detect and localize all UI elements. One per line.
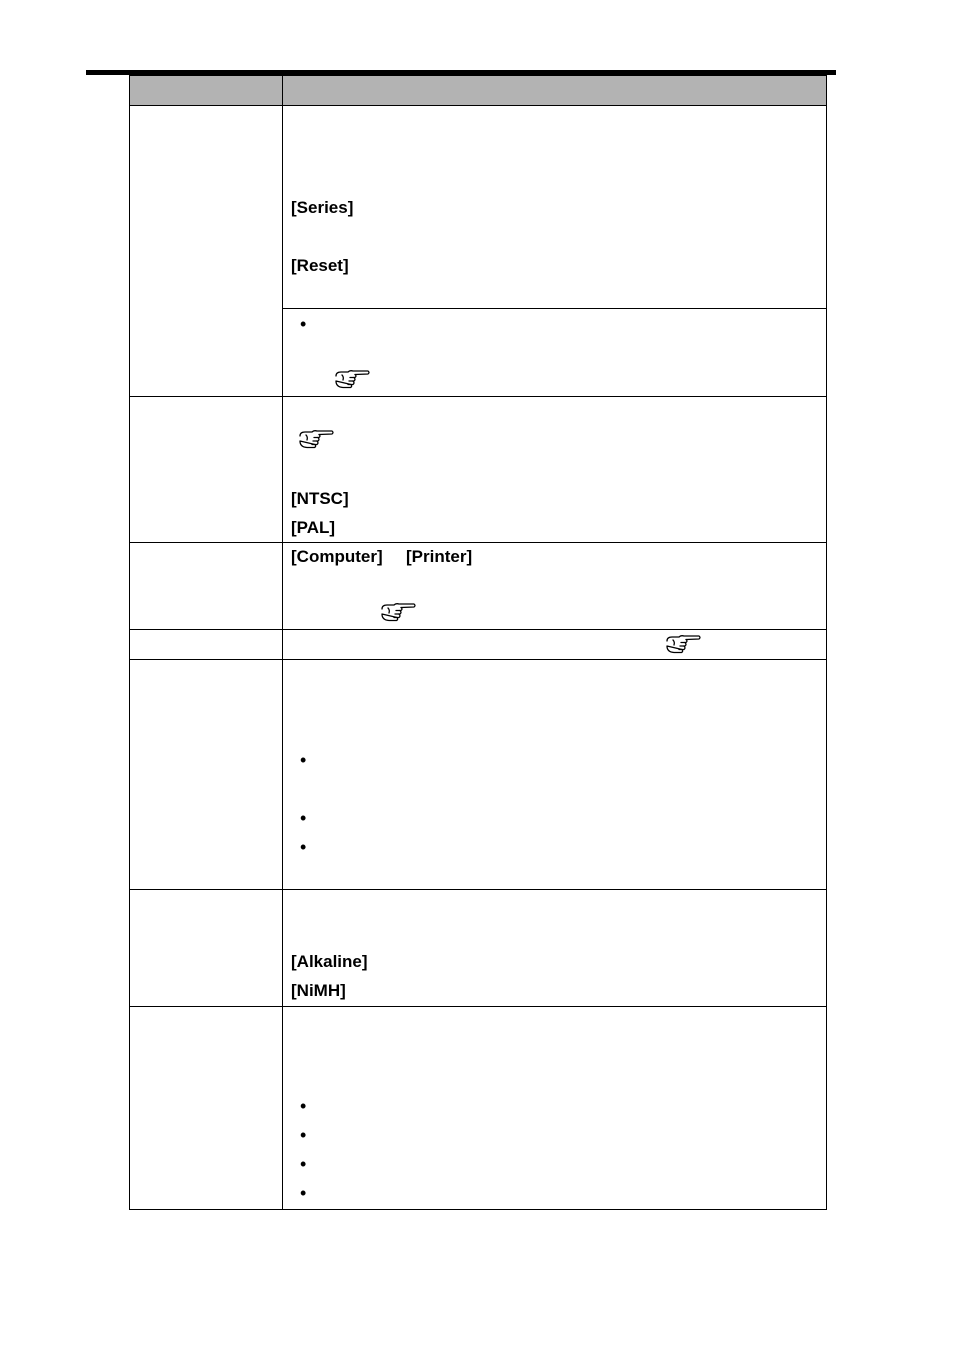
option-reset: [Reset]	[291, 256, 349, 275]
pointing-hand-icon	[664, 633, 702, 655]
bullet: •	[300, 1096, 307, 1116]
pointing-hand-icon	[379, 601, 417, 623]
item-cell	[130, 543, 283, 630]
option-series: [Series]	[291, 198, 354, 217]
table-row	[130, 890, 827, 1007]
item-cell	[130, 660, 283, 890]
settings-table	[129, 75, 827, 1210]
bullet: •	[300, 314, 307, 334]
pointing-hand-icon	[297, 428, 335, 450]
header-cell-item	[130, 76, 283, 106]
description-cell	[283, 1007, 827, 1210]
option-nimh: [NiMH]	[291, 981, 346, 1000]
table-row	[130, 106, 827, 309]
option-computer: [Computer]	[291, 547, 383, 566]
header-cell-description	[283, 76, 827, 106]
description-cell	[283, 660, 827, 890]
description-cell	[283, 890, 827, 1007]
bullet: •	[300, 837, 307, 857]
item-cell	[130, 397, 283, 543]
note-cell	[283, 309, 827, 397]
bullet: •	[300, 1125, 307, 1145]
header-row	[130, 76, 827, 106]
table-row	[130, 397, 827, 543]
option-alkaline: [Alkaline]	[291, 952, 368, 971]
bullet: •	[300, 808, 307, 828]
description-cell	[283, 106, 827, 309]
table-row	[130, 1007, 827, 1210]
item-cell	[130, 630, 283, 660]
option-printer: [Printer]	[406, 547, 473, 566]
item-cell	[130, 106, 283, 397]
bullet: •	[300, 750, 307, 770]
table-row	[130, 660, 827, 890]
option-ntsc: [NTSC]	[291, 489, 349, 508]
bullet: •	[300, 1183, 307, 1203]
item-cell	[130, 1007, 283, 1210]
bullet: •	[300, 1154, 307, 1174]
option-pal: [PAL]	[291, 518, 336, 537]
description-cell	[283, 543, 827, 630]
item-cell	[130, 890, 283, 1007]
pointing-hand-icon	[333, 368, 371, 390]
description-cell	[283, 630, 827, 660]
description-cell	[283, 397, 827, 543]
table-row	[130, 543, 827, 630]
table-row	[130, 630, 827, 660]
